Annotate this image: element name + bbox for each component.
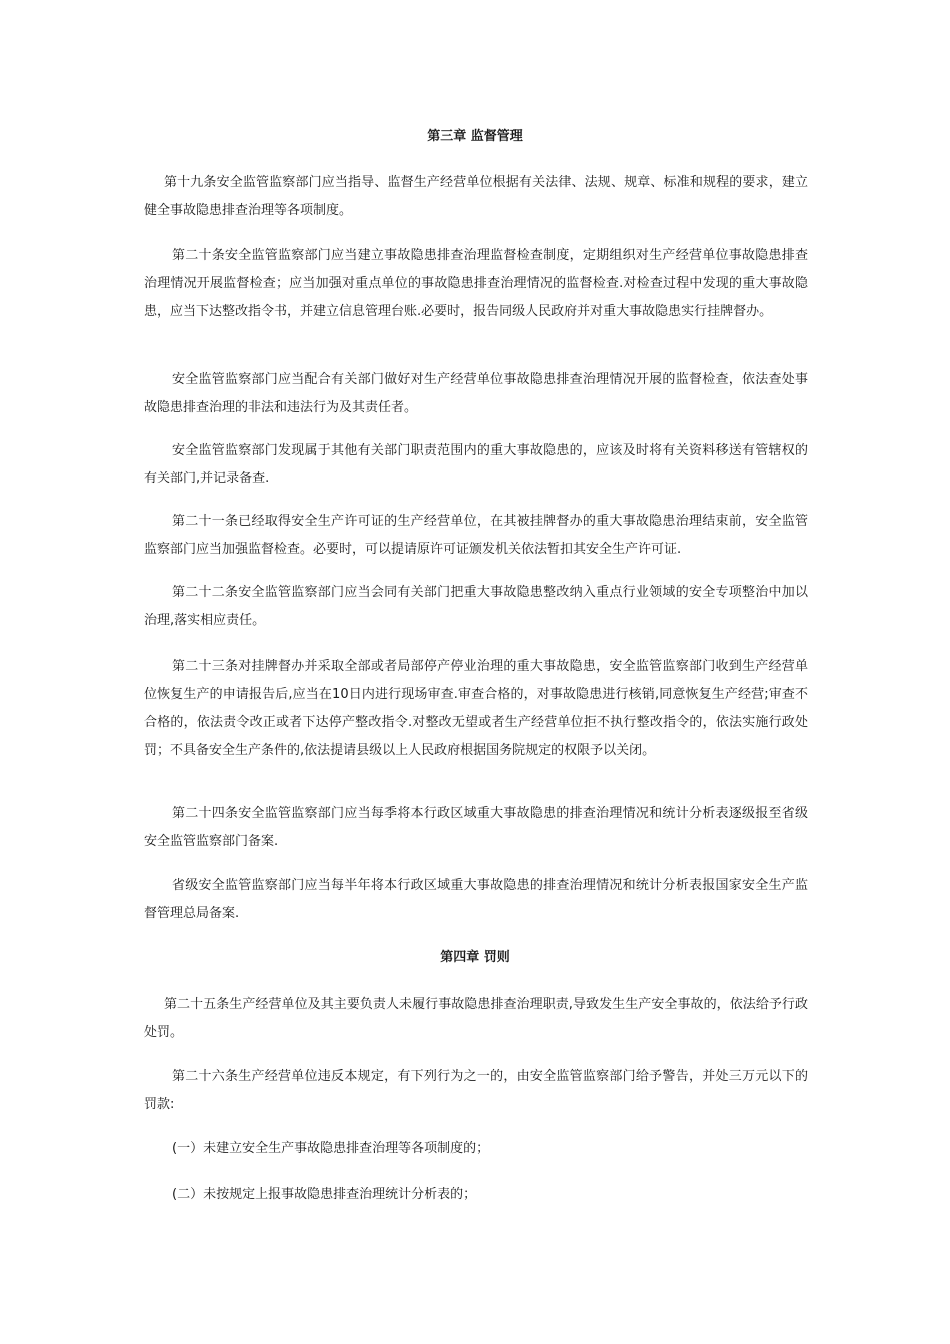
article-20-supplement-2-paragraph: 安全监管监察部门发现属于其他有关部门职责范围内的重大事故隐患的，应该及时将有关资料移送有管辖权的有关部门,并记录备查.: [144, 443, 808, 486]
article-25-paragraph: 第二十五条生产经营单位及其主要负责人未履行事故隐患排查治理职责,导致发生生产安全事故的，依法给予行政处罚。: [144, 997, 808, 1040]
chapter-3-heading: 第三章 监督管理: [427, 129, 523, 144]
article-26-item-2: (二）未按规定上报事故隐患排查治理统计分析表的；: [172, 1187, 477, 1202]
chapter-4-heading: 第四章 罚则: [440, 950, 510, 965]
article-20-supplement-1-paragraph: 安全监管监察部门应当配合有关部门做好对生产经营单位事故隐患排查治理情况开展的监督检查，依法查处事故隐患排查治理的非法和违法行为及其责任者。: [144, 372, 808, 415]
article-21-paragraph: 第二十一条已经取得安全生产许可证的生产经营单位，在其被挂牌督办的重大事故隐患治理结束前，安全监管监察部门应当加强监督检查。必要时，可以提请原许可证颁发机关依法暂扣其安全生产许可证.: [144, 514, 808, 557]
article-24-supplement-paragraph: 省级安全监管监察部门应当每半年将本行政区域重大事故隐患的排查治理情况和统计分析表报国家安全生产监督管理总局备案.: [144, 878, 808, 921]
article-24-paragraph: 第二十四条安全监管监察部门应当每季将本行政区域重大事故隐患的排查治理情况和统计分析表逐级报至省级安全监管监察部门备案.: [144, 806, 808, 849]
article-20-paragraph: 第二十条安全监管监察部门应当建立事故隐患排查治理监督检查制度，定期组织对生产经营单位事故隐患排查治理情况开展监督检查；应当加强对重点单位的事故隐患排查治理情况的监督检查.对检查过程中发现的重大事故隐患，应当下达整改指令书，并建立信息管理台账.必要时，报告同级人民政府并对重大事故隐患实行挂牌督办。: [144, 248, 808, 319]
article-26-item-1: (一）未建立安全生产事故隐患排查治理等各项制度的；: [172, 1141, 490, 1156]
article-19-paragraph: 第十九条安全监管监察部门应当指导、监督生产经营单位根据有关法律、法规、规章、标准和规程的要求，建立健全事故隐患排查治理等各项制度。: [144, 175, 808, 218]
article-23-paragraph: 第二十三条对挂牌督办并采取全部或者局部停产停业治理的重大事故隐患，安全监管监察部门收到生产经营单位恢复生产的申请报告后,应当在10日内进行现场审查.审查合格的，对事故隐患进行核销,同意恢复生产经营;审查不合格的，依法责令改正或者下达停产整改指令.对整改无望或者生产经营单位拒不执行整改指令的，依法实施行政处罚；不具备安全生产条件的,依法提请县级以上人民政府根据国务院规定的权限予以关闭。: [144, 659, 808, 758]
article-26-paragraph: 第二十六条生产经营单位违反本规定，有下列行为之一的，由安全监管监察部门给予警告，并处三万元以下的罚款:: [144, 1069, 808, 1112]
article-22-paragraph: 第二十二条安全监管监察部门应当会同有关部门把重大事故隐患整改纳入重点行业领域的安全专项整治中加以治理,落实相应责任。: [144, 585, 808, 628]
